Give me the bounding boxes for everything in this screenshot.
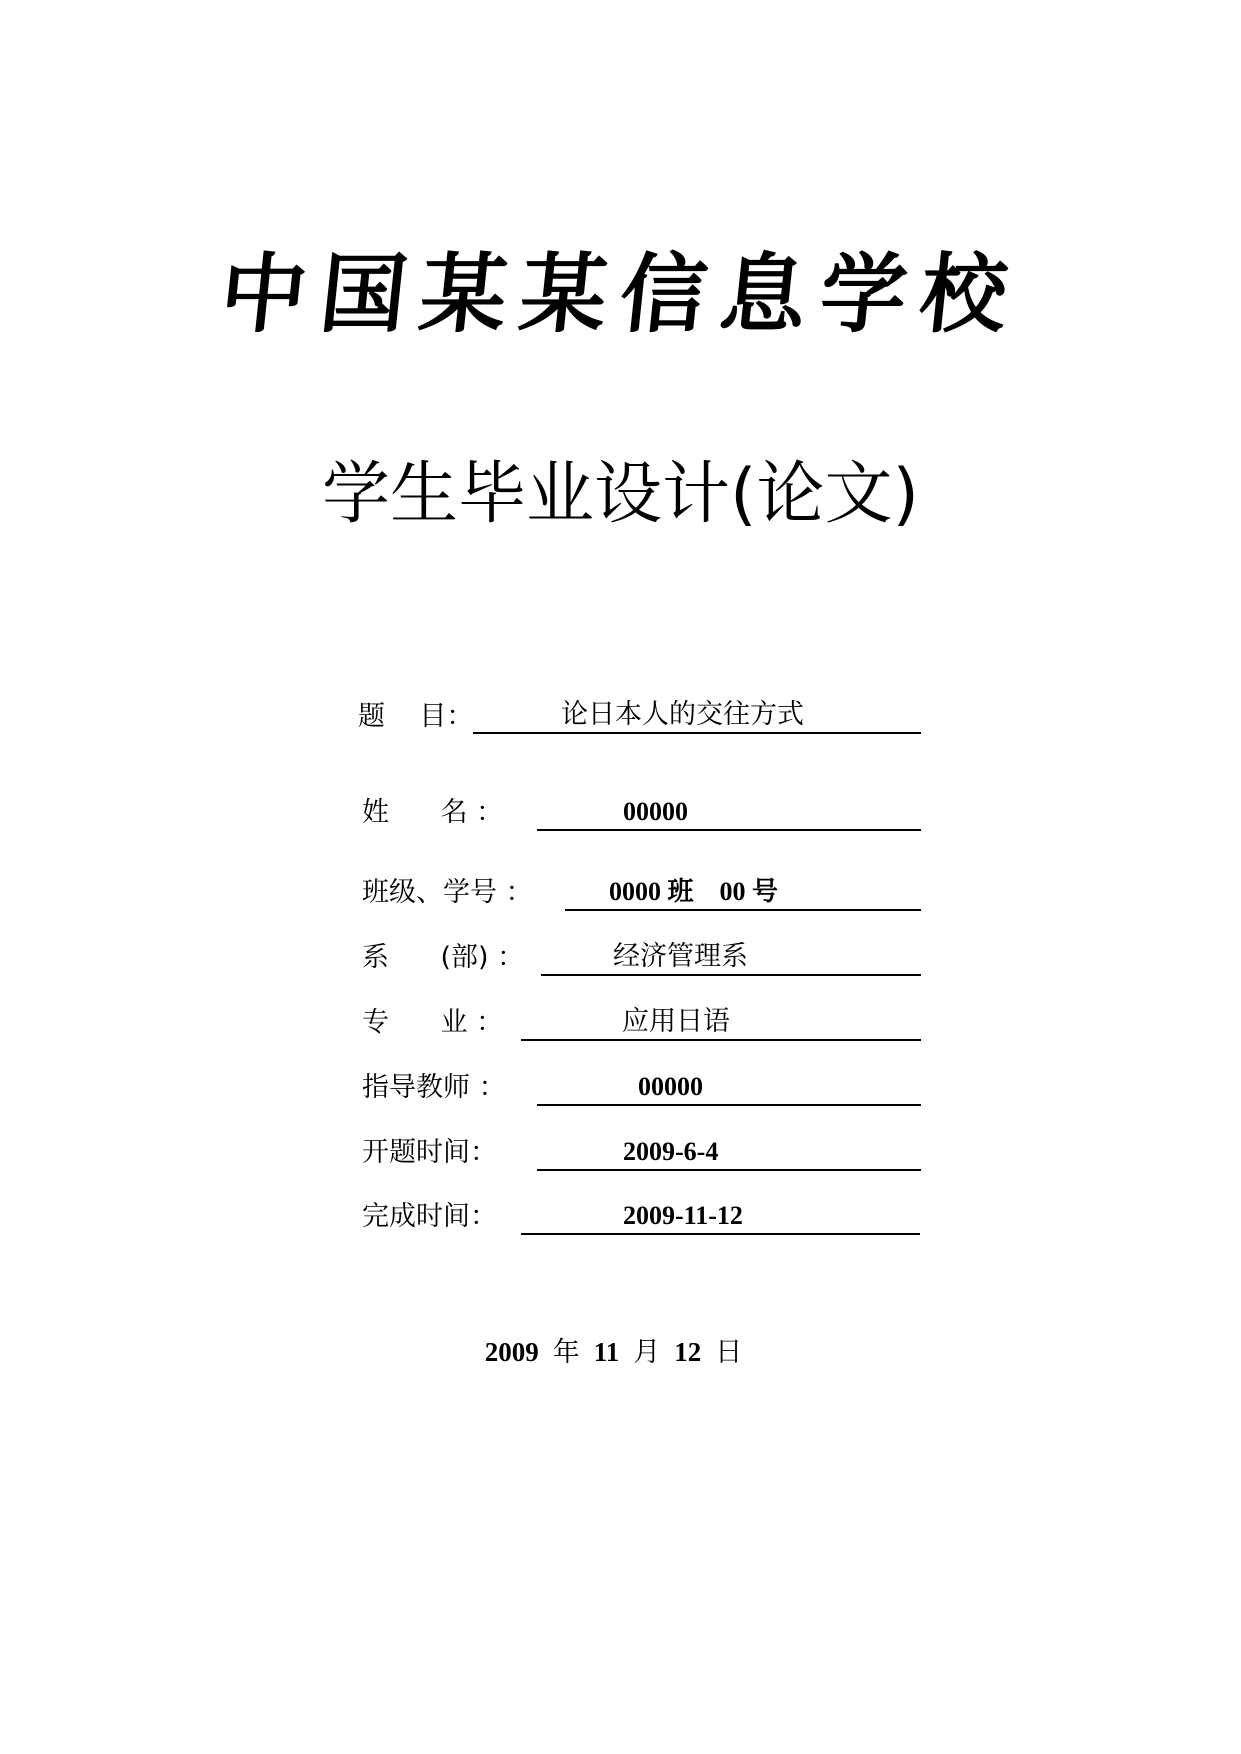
major-value: 应用日语 — [622, 1006, 730, 1037]
major-field — [521, 1007, 921, 1041]
date-month-unit: 月 — [633, 1337, 661, 1368]
name-value: 00000 — [623, 797, 688, 826]
advisor-field — [537, 1072, 921, 1106]
title-label: 题 目： — [358, 701, 474, 732]
date-year-unit: 年 — [552, 1337, 580, 1368]
document-date — [0, 1335, 1241, 1370]
finish-date-value: 2009-11-12 — [623, 1201, 743, 1230]
class-id-label: 班级、学号 ： — [362, 877, 533, 908]
date-day: 12 — [674, 1337, 702, 1367]
department-field — [541, 942, 921, 976]
class-id-value: 0000 班 00 号 — [609, 877, 779, 906]
department-value: 经济管理系 — [613, 941, 748, 972]
thesis-type-title: 学生毕业设计(论文) — [321, 455, 920, 534]
title-value: 论日本人的交往方式 — [561, 699, 804, 730]
finish-date-label: 完成时间： — [362, 1201, 497, 1232]
start-date-label: 开题时间： — [362, 1137, 497, 1168]
date-day-unit: 日 — [715, 1337, 743, 1368]
advisor-value: 00000 — [638, 1072, 703, 1101]
start-date-value: 2009-6-4 — [623, 1137, 719, 1166]
major-label: 专 业 ： — [362, 1007, 504, 1038]
department-label: 系 (部) ： — [362, 942, 525, 973]
name-field — [537, 797, 921, 831]
school-name: 中国某某信息学校 — [215, 244, 1026, 345]
title-field — [473, 700, 921, 734]
date-month: 11 — [593, 1337, 620, 1367]
start-date-field — [537, 1137, 921, 1171]
advisor-label: 指导教师 ： — [362, 1072, 506, 1103]
date-year: 2009 — [484, 1337, 539, 1367]
name-label: 姓 名 ： — [362, 797, 504, 828]
finish-date-field — [521, 1201, 920, 1235]
class-id-field — [565, 877, 921, 911]
